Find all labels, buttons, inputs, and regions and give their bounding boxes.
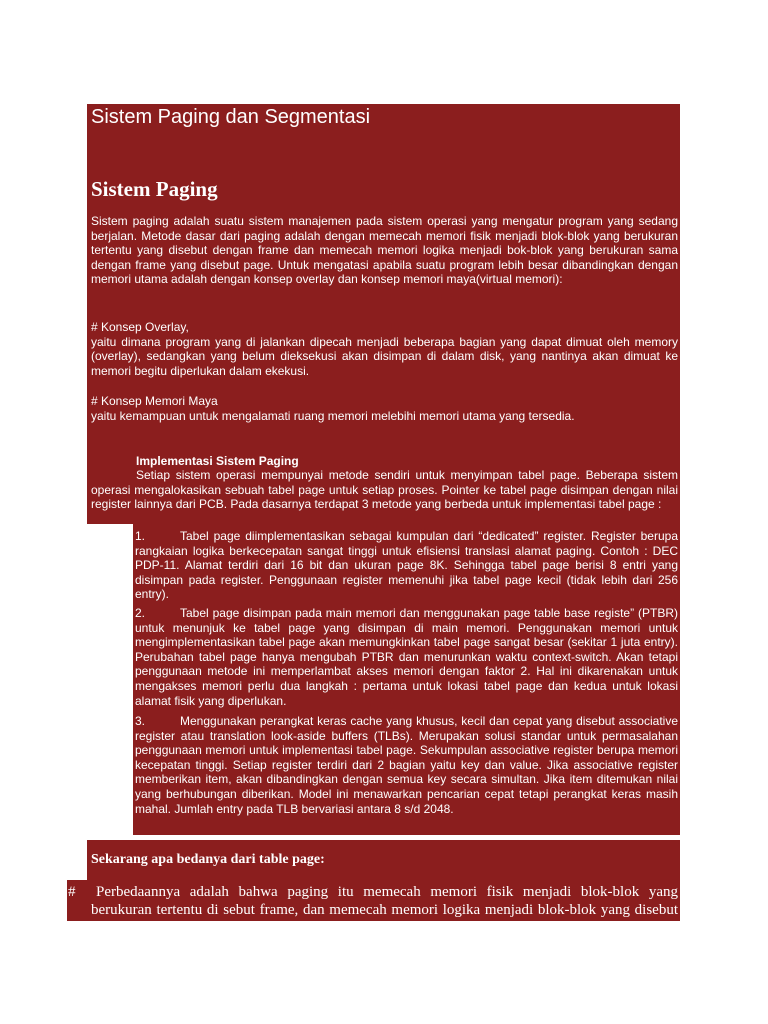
implementation-paragraph: Setiap sistem operasi mempunyai metode sendiri untuk menyimpan tabel page. Beberapa sistem operasi mengalokasikan sebuah tabel page untuk setiap proses. Pointer ke tabel page disimpan dengan nilai register lainnya dari PCB. Pada dasarnya terdapat 3 metode yang berbeda untuk implementasi tabel page : bbox=[91, 468, 678, 512]
list-item-number: 3. bbox=[135, 714, 146, 728]
question-heading: Sekarang apa bedanya dari table page: bbox=[91, 852, 325, 867]
virtual-memory-heading: # Konsep Memori Maya bbox=[91, 394, 218, 408]
list-item-number: 2. bbox=[135, 606, 146, 620]
section-heading: Sistem Paging bbox=[91, 177, 218, 201]
virtual-memory-text: yaitu kemampuan untuk mengalamati ruang memori melebihi memori utama yang tersedia. bbox=[91, 408, 575, 423]
intro-paragraph: Sistem paging adalah suatu sistem manajemen pada sistem operasi yang mengatur program yang sedang berjalan. Metode dasar dari paging adalah dengan memecah memori fisik menjadi blok-blok yang berukuran tertentu yang disebut dengan frame dan memecah memori logika menjadi bok-blok yang berukuran sama dengan frame yang disebut page. Untuk mengatasi apabila suatu program lebih besar dibandingkan dengan memori utama adalah dengan konsep overlay dan konsep memori maya(virtual memori): bbox=[91, 214, 678, 287]
list-item-text: Tabel page diimplementasikan sebagai kumpulan dari “dedicated” register. Register berupa rangkaian logika berkecepatan sangat tinggi untuk efisiensi translasi alamat paging. Contoh : DEC PDP-11. Alamat terdiri dari 16 bit dan ukuran page 8K. Sehingga tabel page berisi 8 entri yang disimpan pada register. Penggunaan register memenuhi jika tabel page kecil (tidak lebih dari 256 entry). bbox=[135, 529, 678, 602]
virtual-memory-section bbox=[91, 394, 678, 423]
overlay-text: yaitu dimana program yang di jalankan dipecah menjadi beberapa bagian yang dapat dimuat oleh memory (overlay), sedangkan yang belum dieksekusi akan disimpan di dalam disk, yang nantinya akan dimuat ke memori begitu diperlukan dalam ekekusi. bbox=[91, 334, 678, 378]
list-item-number: 1. bbox=[135, 529, 146, 543]
overlay-heading: # Konsep Overlay, bbox=[91, 320, 189, 334]
list-item bbox=[135, 529, 678, 602]
list-item bbox=[135, 714, 678, 816]
answer-marker: # bbox=[68, 884, 76, 900]
answer-text: Perbedaannya adalah bahwa paging itu memecah memori fisik menjadi blok-blok yang berukuran tertentu di sebut frame, dan memecah memori logika menjadi blok-blok yang disebut bbox=[91, 884, 678, 918]
document-title: Sistem Paging dan Segmentasi bbox=[91, 106, 371, 128]
list-item-text: Tabel page disimpan pada main memori dan menggunakan page table base registe” (PTBR) untuk menunjuk ke tabel page yang disimpan di main memori. Penggunakan memori untuk mengimplementasikan tabel page akan memungkinkan tabel page sangat besar (sekitar 1 juta entry). Perubahan tabel page hanya mengubah PTBR dan menurunkan waktu context-switch. Akan tetapi penggunaan metode ini memperlambat akses memori dengan faktor 2. Hal ini dikarenakan untuk mengakses memori perlu dua langkah : pertama untuk lokasi tabel page dan kedua untuk lokasi alamat fisik yang diperlukan. bbox=[135, 606, 678, 708]
overlay-section bbox=[91, 320, 678, 378]
list-item-text: Menggunakan perangkat keras cache yang khusus, kecil dan cepat yang disebut associative register atau translation look-aside buffers (TLBs). Merupakan solusi standar untuk permasalahan penggunaan memori untuk implementasi tabel page. Sekumpulan associative register berupa memori kecepatan tinggi. Setiap register terdiri dari 2 bagian yaitu key dan value. Jika associative register memberikan item, akan dibandingkan dengan semua key secara simultan. Jika item ditemukan nilai yang berhubungan diberikan. Model ini menawarkan pencarian cepat tetapi perangkat keras masih mahal. Jumlah entry pada TLB bervariasi antara 8 s/d 2048. bbox=[135, 714, 678, 816]
implementation-heading: Implementasi Sistem Paging bbox=[136, 454, 299, 468]
list-item bbox=[135, 606, 678, 708]
